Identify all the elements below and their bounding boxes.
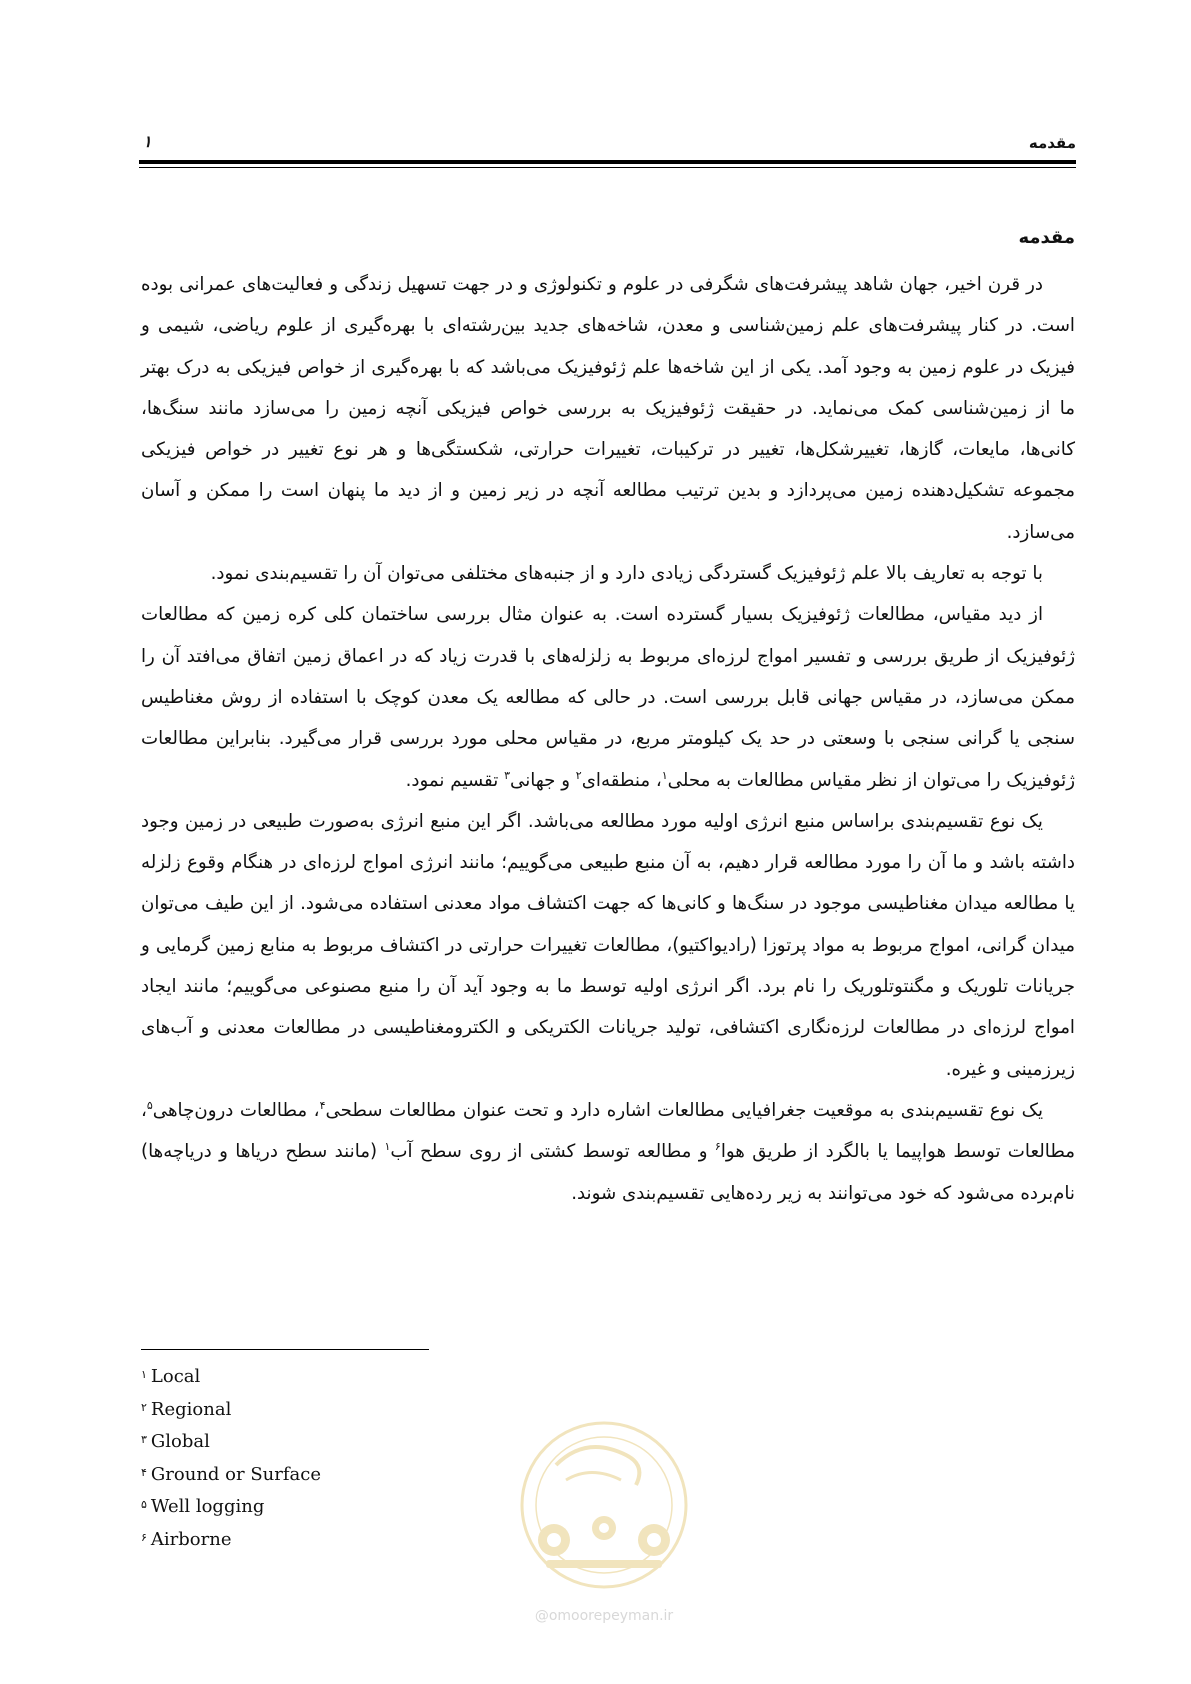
paragraph-text: در قرن اخیر، جهان شاهد پیشرفت‌های شگرفی در علوم و تکنولوژی و در جهت تسهیل زندگی و فعالیت‌های عمرانی بوده است. در کنار پیشرفت‌های علم زمین‌شناسی و معدن، شاخه‌های جدید بین‌رشته‌ای با بهره‌گیری از علوم ریاضی، شیمی و فیزیک در علوم زمین به وجود آمد. یکی از این شاخه‌ها علم ژئوفیزیک می‌باشد که با بهره‌گیری از خواص فیزیکی به درک بهتر ما از زمین‌شناسی کمک می‌نماید. در حقیقت ژئوفیزیک به بررسی خواص فیزیکی آنچه زمین را می‌سازد مانند سنگ‌ها، کانی‌ها، مایعات، گازها، تغییرشکل‌ها، تغییر در ترکیبات، تغییرات حرارتی، شکستگی‌ها و هر نوع تغییر در خواص فیزیکی مجموعه تشکیل‌دهنده زمین می‌پردازد و بدین ترتیب مطالعه آنچه در زیر زمین و از دید ما پنهان است را ممکن و آسان می‌سازد. — [141, 274, 1075, 543]
running-title: مقدمه — [1028, 134, 1076, 152]
footnote-text: Ground or Surface — [150, 1463, 321, 1485]
paragraph-text: ، منطقه‌ای — [581, 769, 662, 791]
footnote-text: Regional — [150, 1398, 232, 1420]
footnote-number: ۳ — [141, 1433, 147, 1446]
page-number: ۱ — [143, 132, 152, 151]
footnote-number: ۴ — [141, 1465, 147, 1479]
footnote-item — [141, 1425, 541, 1458]
section-heading: مقدمه — [1018, 227, 1075, 248]
footnote-text: Well logging — [150, 1496, 265, 1517]
footnote-ref: ۲ — [575, 768, 582, 782]
footnote-item — [141, 1458, 541, 1491]
footnote-number: ۶ — [141, 1530, 147, 1544]
paragraph-text: یک نوع تقسیم‌بندی براساس منبع انرژی اولیه مورد مطالعه می‌باشد. اگر این منبع انرژی به‌صورت طبیعی در زمین وجود داشته باشد و ما آن را مورد مطالعه قرار دهیم، به آن منبع طبیعی می‌گوییم؛ مانند انرژی امواج لرزه‌ای در هنگام وقوع زلزله یا مطالعه میدان مغناطیسی موجود در سنگ‌ها و کانی‌ها که جهت اکتشاف مواد معدنی استفاده می‌شود. از این طیف می‌توان میدان گرانی، امواج مربوط به مواد پرتوزا (رادیواکتیو)، مطالعات تغییرات حرارتی در اکتشاف مربوط به منابع زمین گرمایی و جریانات تلوریک و مگنتوتلوریک را نام برد. اگر انرژی اولیه توسط ما به وجود آید آن را منبع مصنوعی می‌گوییم؛ مانند ایجاد امواج لرزه‌ای در مطالعات لرزه‌نگاری اکتشافی، تولید جریانات الکتریکی و الکترومغناطیسی در مطالعات معدنی و آب‌های زیرزمینی و غیره. — [141, 810, 1075, 1080]
body-paragraph — [141, 1090, 1075, 1214]
paragraph-text: با توجه به تعاریف بالا علم ژئوفیزیک گستردگی زیادی دارد و از جنبه‌های مختلفی می‌توان آن را تقسیم‌بندی نمود. — [210, 563, 1043, 585]
paragraph-text: تقسیم نمود. — [405, 769, 505, 791]
paragraph-text: ، مطالعات توسط هواپیما یا بالگرد از طریق هوا — [141, 1099, 1075, 1163]
paragraph-text: ، مطالعات درون‌چاهی — [152, 1099, 320, 1121]
footnote-ref: ۱ — [384, 1140, 391, 1154]
paragraph-text: یک نوع تقسیم‌بندی به موقعیت جغرافیایی مطالعات اشاره دارد و تحت عنوان مطالعات سطحی — [325, 1099, 1044, 1121]
footnote-item — [141, 1490, 541, 1523]
paragraph-text: و جهانی — [510, 769, 576, 791]
body-paragraph — [141, 553, 1075, 594]
footnote-ref: ۱ — [661, 768, 668, 782]
header-rule-thin — [139, 167, 1076, 168]
main-body — [141, 212, 1075, 1214]
paragraph-text: (مانند سطح دریاها و دریاچه‌ها) نام‌برده می‌شود که خود می‌توانند به زیر رده‌هایی تقسیم‌بندی شوند. — [141, 1141, 1075, 1204]
footnote-number: ۲ — [141, 1400, 147, 1414]
footnote-list — [141, 1360, 541, 1555]
footnote-ref: ۶ — [714, 1140, 721, 1154]
paragraph-text: و مطالعه توسط کشتی از روی سطح آب — [390, 1141, 715, 1163]
footnote-separator — [141, 1349, 429, 1350]
footnote-number: ۵ — [141, 1498, 147, 1511]
page-header — [139, 128, 1076, 168]
footnote-ref: ۳ — [504, 768, 511, 782]
footnote-ref: ۵ — [146, 1098, 153, 1112]
header-rule-thick — [139, 160, 1076, 164]
footnote-item — [141, 1393, 541, 1426]
paragraph-list — [141, 264, 1075, 1214]
paragraph-text: از دید مقیاس، مطالعات ژئوفیزیک بسیار گسترده است. به عنوان مثال بررسی ساختمان کلی کره زمین که مطالعات ژئوفیزیک از طریق بررسی و تفسیر امواج لرزه‌ای مربوط به زلزله‌های با قدرت زیاد که در اعماق زمین اتفاق می‌افتد آن را ممکن می‌سازد، در مقیاس جهانی قابل بررسی است. در حالی که مطالعه یک معدن کوچک با استفاده از روش مغناطیس سنجی یا گرانی سنجی با وسعتی در حد یک کیلومتر مربع، در مقیاس محلی مورد بررسی قرار می‌گیرد. بنابراین مطالعات ژئوفیزیک را می‌توان از نظر مقیاس مطالعات به محلی — [141, 604, 1075, 791]
watermark-logo-icon — [486, 1410, 716, 1600]
footnote-text: Airborne — [150, 1528, 232, 1550]
body-paragraph — [141, 594, 1075, 800]
footnote-text: Local — [150, 1366, 201, 1387]
footnote-ref: ۴ — [319, 1098, 326, 1112]
footnote-item — [141, 1523, 541, 1556]
body-paragraph — [141, 264, 1075, 553]
footnote-number: ۱ — [141, 1368, 147, 1381]
footnote-text: Global — [150, 1431, 210, 1452]
footnote-item — [141, 1360, 541, 1393]
watermark-url: @omoorepeyman.ir — [534, 1608, 674, 1624]
body-paragraph — [141, 801, 1075, 1090]
